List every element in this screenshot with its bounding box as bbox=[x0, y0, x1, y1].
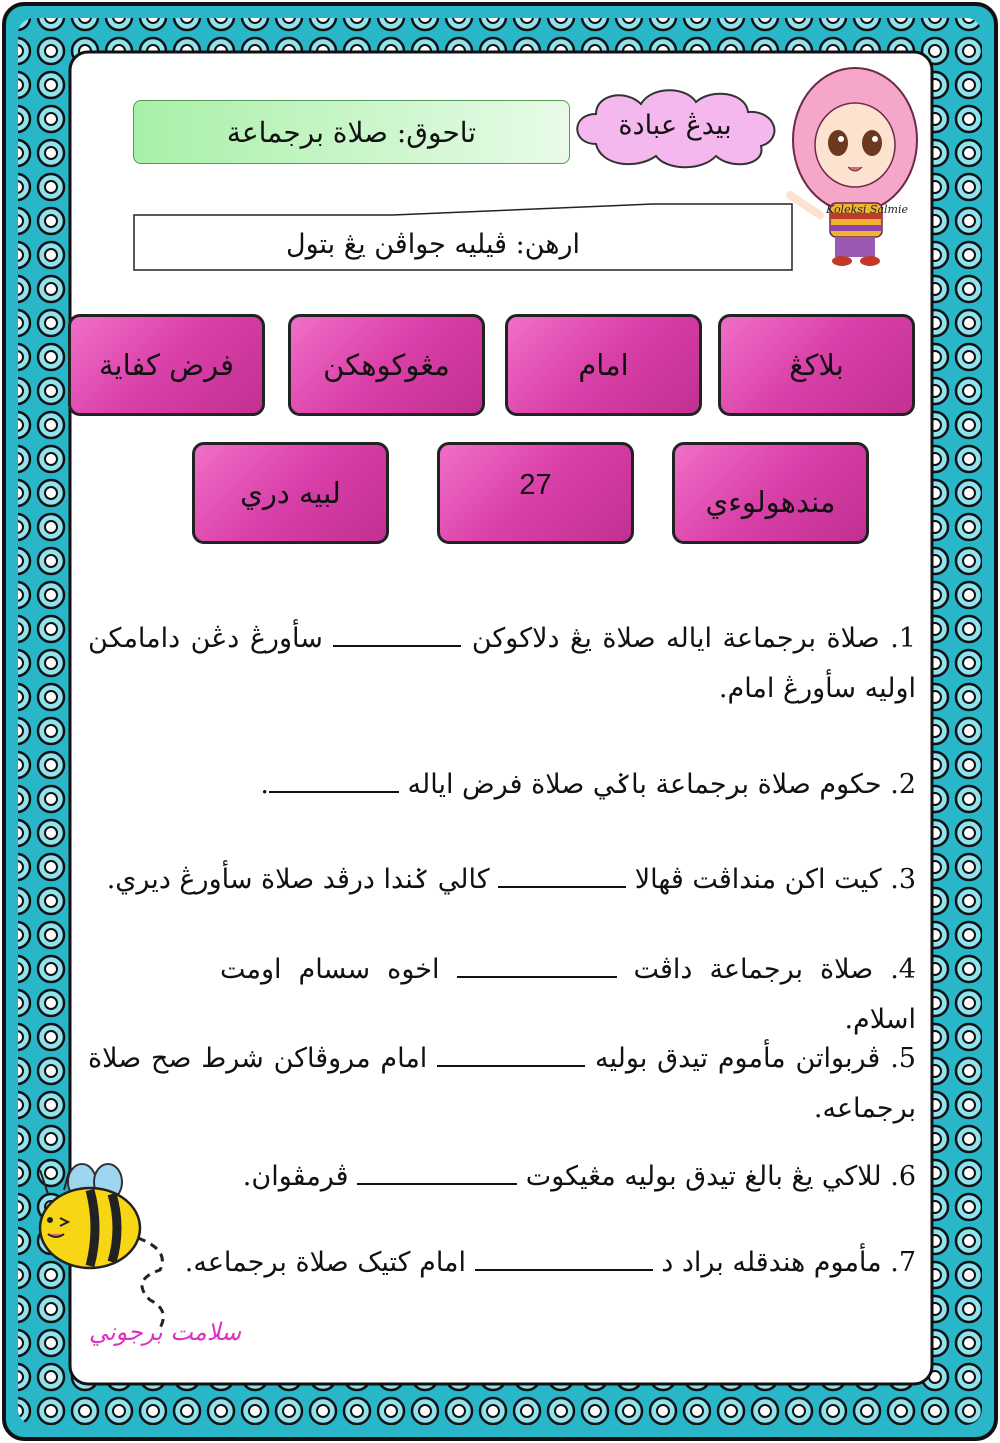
word-tile[interactable] bbox=[672, 442, 869, 544]
question-3 bbox=[98, 855, 916, 905]
subject-label: بيدڠ عبادة bbox=[618, 109, 732, 141]
bee-illustration bbox=[20, 1160, 190, 1330]
answer-blank[interactable] bbox=[269, 761, 399, 793]
word-label: امام bbox=[578, 348, 629, 382]
answer-blank[interactable] bbox=[333, 615, 461, 647]
question-4 bbox=[220, 945, 916, 1045]
word-label: لبيه دري bbox=[240, 476, 341, 510]
question-text-after: ڤرمڤوان. bbox=[242, 1161, 349, 1192]
question-text-after: اخوه سسام اومت اسلام. bbox=[220, 954, 916, 1035]
question-6 bbox=[240, 1152, 916, 1202]
question-number: 5. bbox=[890, 1043, 916, 1074]
question-text-after: امام مروڤاكن شرط صح صلاة برجماعه. bbox=[88, 1043, 916, 1124]
question-5 bbox=[88, 1034, 916, 1134]
instruction-text: ارهن: ڤيليه جواڤن يڠ بتول bbox=[285, 228, 581, 260]
word-tile[interactable] bbox=[288, 314, 485, 416]
answer-blank[interactable] bbox=[457, 946, 617, 978]
question-text-before: مأموم هندقله براد د bbox=[661, 1247, 882, 1278]
question-number: 4. bbox=[890, 954, 916, 985]
question-text-after: سأورڠ دڠن دامامكن اوليه سأورڠ امام. bbox=[88, 623, 916, 704]
topic-banner bbox=[133, 100, 570, 164]
signature-text: سلامت برجوني bbox=[88, 1318, 242, 1346]
question-text-before: ڤربواتن مأموم تيدق بوليه bbox=[595, 1043, 881, 1074]
word-label: فرض كفاية bbox=[98, 348, 235, 382]
hijab-girl-illustration bbox=[780, 55, 930, 270]
question-number: 2. bbox=[890, 769, 916, 800]
question-text-after: امام كتيک صلاة برجماعه. bbox=[184, 1247, 467, 1278]
question-2 bbox=[120, 760, 916, 810]
word-tile[interactable] bbox=[437, 442, 634, 544]
answer-blank[interactable] bbox=[475, 1239, 653, 1271]
answer-blank[interactable] bbox=[437, 1035, 585, 1067]
word-label: 27 bbox=[519, 469, 552, 501]
question-text-before: للاكي يڠ بالغ تيدق بوليه مڠيكوت bbox=[525, 1161, 882, 1192]
word-tile[interactable] bbox=[718, 314, 915, 416]
word-tile[interactable] bbox=[68, 314, 265, 416]
question-text-before: كيت اكن منداڤت ڤهالا bbox=[634, 864, 882, 895]
question-text-before: صلاة برجماعة داڤت bbox=[633, 954, 874, 985]
question-1 bbox=[88, 614, 916, 714]
word-label: بلاكڠ bbox=[789, 348, 844, 382]
question-number: 7. bbox=[890, 1247, 916, 1278]
question-7 bbox=[180, 1238, 916, 1288]
question-number: 6. bbox=[890, 1161, 916, 1192]
watermark-text: Koleksi Salmie bbox=[826, 203, 908, 216]
word-label: مڠوكوهكن bbox=[323, 348, 450, 382]
topic-title: تاحوق: صلاة برجماعة bbox=[226, 115, 477, 149]
answer-blank[interactable] bbox=[357, 1153, 517, 1185]
word-label: مندهولوءي bbox=[705, 485, 836, 519]
word-tile[interactable] bbox=[192, 442, 389, 544]
question-text-after: . bbox=[260, 769, 269, 800]
question-number: 3. bbox=[890, 864, 916, 895]
word-tile[interactable] bbox=[505, 314, 702, 416]
question-number: 1. bbox=[890, 623, 916, 654]
answer-blank[interactable] bbox=[498, 856, 626, 888]
question-text-before: صلاة برجماعة اياله صلاة يڠ دلاكوكن bbox=[471, 623, 880, 654]
question-text-before: حكوم صلاة برجماعة باݢي صلاة فرض اياله bbox=[407, 769, 882, 800]
question-text-after: كالي ݢندا درڤد صلاة سأورڠ ديري. bbox=[106, 864, 490, 895]
